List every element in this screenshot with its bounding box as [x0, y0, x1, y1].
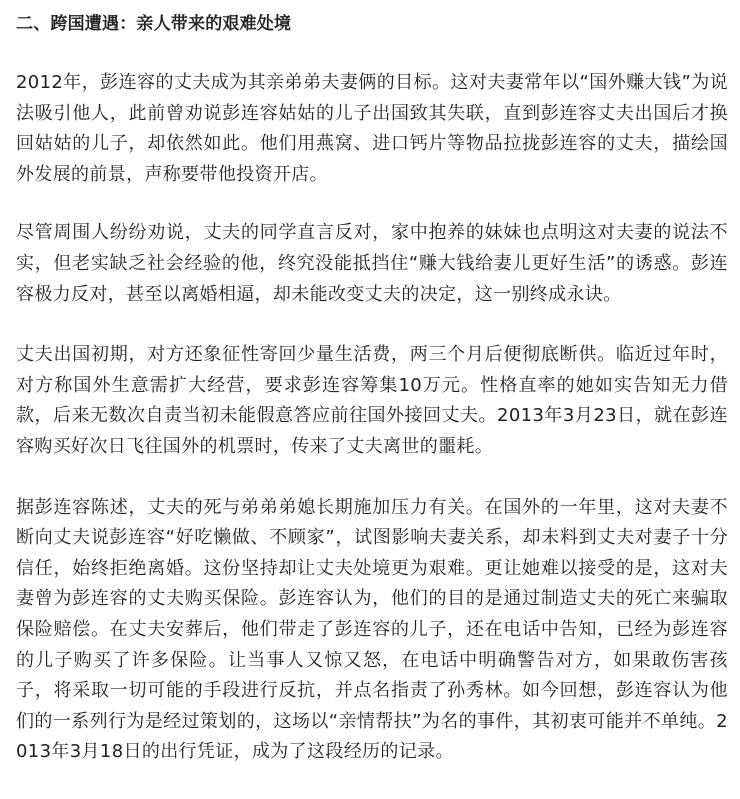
- paragraph-2: 尽管周围人纷纷劝说，丈夫的同学直言反对，家中抱养的妹妹也点明这对夫妻的说法不实，但老实缺乏社会经验的他，终究没能抵挡住“赚大钱给妻儿更好生活”的诱惑。彭连容极力反对，甚至以离婚相逼，却未能改变丈夫的决定，这一别终成永诀。: [16, 222, 728, 305]
- paragraph-1: 2012年，彭连容的丈夫成为其亲弟弟夫妻俩的目标。这对夫妻常年以“国外赚大钱”为说法吸引他人，此前曾劝说彭连容姑姑的儿子出国致其失联，直到彭连容丈夫出国后才换回姑姑的儿子，却依然如此。他们用燕窝、进口钙片等物品拉拢彭连容的丈夫，描绘国外发展的前景，声称要带他投资开店。: [16, 72, 728, 185]
- paragraph-4: 据彭连容陈述，丈夫的死与弟弟弟媳长期施加压力有关。在国外的一年里，这对夫妻不断向丈夫说彭连容“好吃懒做、不顾家”，试图影响夫妻关系，却未料到丈夫对妻子十分信任，始终拒绝离婚。这份坚持却让丈夫处境更为艰难。更让她难以接受的是，这对夫妻曾为彭连容的丈夫购买保险。彭连容认为，他们的目的是通过制造丈夫的死亡来骗取保险赔偿。在丈夫安葬后，他们带走了彭连容的儿子，还在电话中告知，已经为彭连容的儿子购买了许多保险。让当事人又惊又怒，在电话中明确警告对方，如果敢伤害孩子，将采取一切可能的手段进行反抗，并点名指责了孙秀林。如今回想，彭连容认为他们的一系列行为是经过策划的，这场以“亲情帮扶”为名的事件，其初衷可能并不单纯。2013年3月18日的出行凭证，成为了这段经历的记录。: [16, 496, 728, 763]
- section-heading: 二、跨国遭遇：亲人带来的艰难处境: [16, 14, 292, 34]
- article-body: [16, 0, 728, 768]
- paragraph-3: 丈夫出国初期，对方还象征性寄回少量生活费，两三个月后便彻底断供。临近过年时，对方称国外生意需扩大经营，要求彭连容筹集10万元。性格直率的她如实告知无力借款，后来无数次自责当初未能假意答应前往国外接回丈夫。2013年3月23日，就在彭连容购买好次日飞往国外的机票时，传来了丈夫离世的噩耗。: [16, 344, 728, 457]
